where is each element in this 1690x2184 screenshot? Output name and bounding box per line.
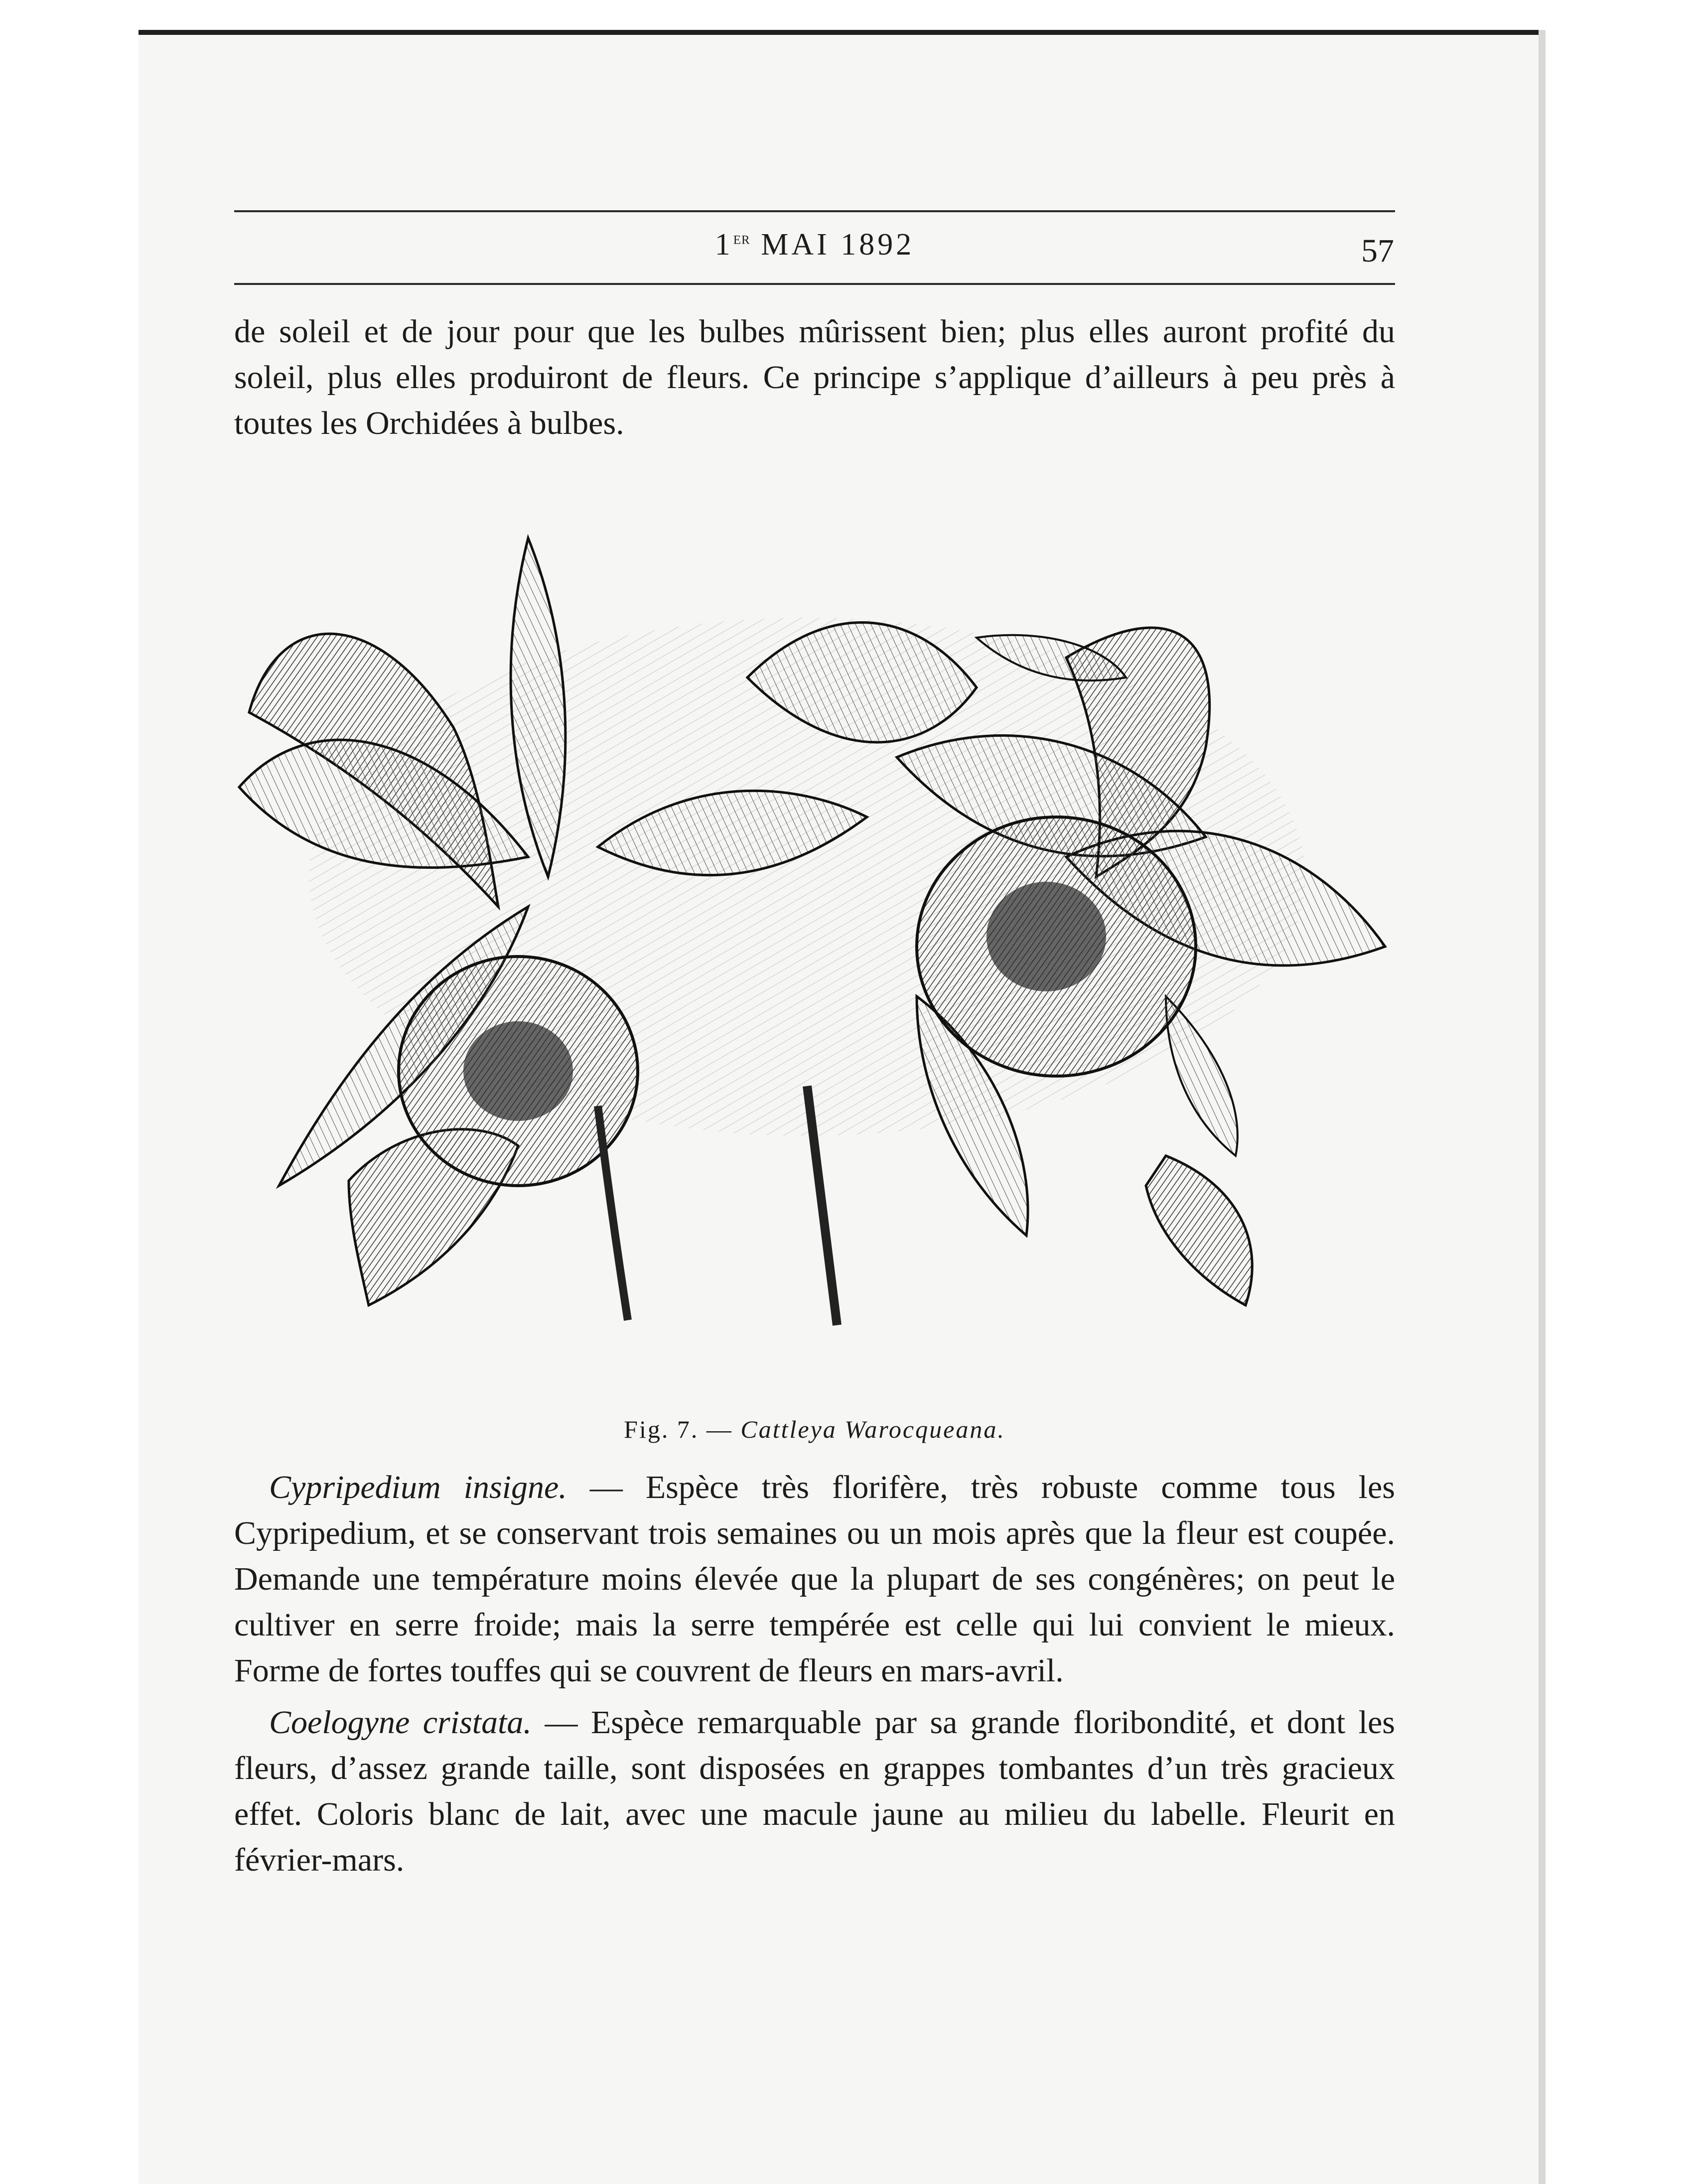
entry-coelogyne <box>234 1700 1395 1883</box>
entries-text <box>234 1465 1395 1883</box>
entry-name: Coelogyne cristata. <box>269 1704 532 1741</box>
figure-caption-species: Cattleya Warocqueana. <box>740 1415 1005 1443</box>
figure-caption-prefix: Fig. 7. — <box>624 1415 741 1443</box>
entry-name: Cypripedium insigne. <box>269 1469 567 1505</box>
header-date-day: 1 <box>714 228 733 262</box>
page-edge-shadow <box>1539 30 1546 2184</box>
header-date-rest: MAI 1892 <box>750 228 915 262</box>
entry-description: — Espèce remarquable par sa grande floribondité, et dont les fleurs, d’assez grande taille, sont disposées en grappes tombantes d’un très gracieux effet. Coloris blanc de lait, avec une macule jaune au milieu du labelle. Fleurit en février-mars. <box>234 1704 1395 1878</box>
entry-cypripedium <box>234 1465 1395 1694</box>
header-date <box>234 227 1395 263</box>
entry-description: — Espèce très florifère, très robuste comme tous les Cypripedium, et se conservant trois semaines ou un mois après que la fleur est coupée. Demande une température moins élevée que la plupart de ses congénères; on peut le cultiver en serre froide; mais la serre tempérée est celle qui lui convient le mieux. Forme de fortes touffes qui se couvrent de fleurs en mars-avril. <box>234 1469 1395 1689</box>
orchid-illustration <box>219 498 1415 1390</box>
figure-caption <box>234 1415 1395 1444</box>
header-date-ordinal: er <box>733 228 750 248</box>
intro-paragraph: de soleil et de jour pour que les bulbes mûrissent bien; plus elles auront profité du soleil, plus elles produiront de fleurs. Ce principe s’applique d’ailleurs à peu près à toutes les Orchidées à bulbes. <box>234 313 1395 441</box>
page-number: 57 <box>1361 233 1394 269</box>
running-header <box>234 210 1395 285</box>
intro-text <box>234 309 1395 446</box>
